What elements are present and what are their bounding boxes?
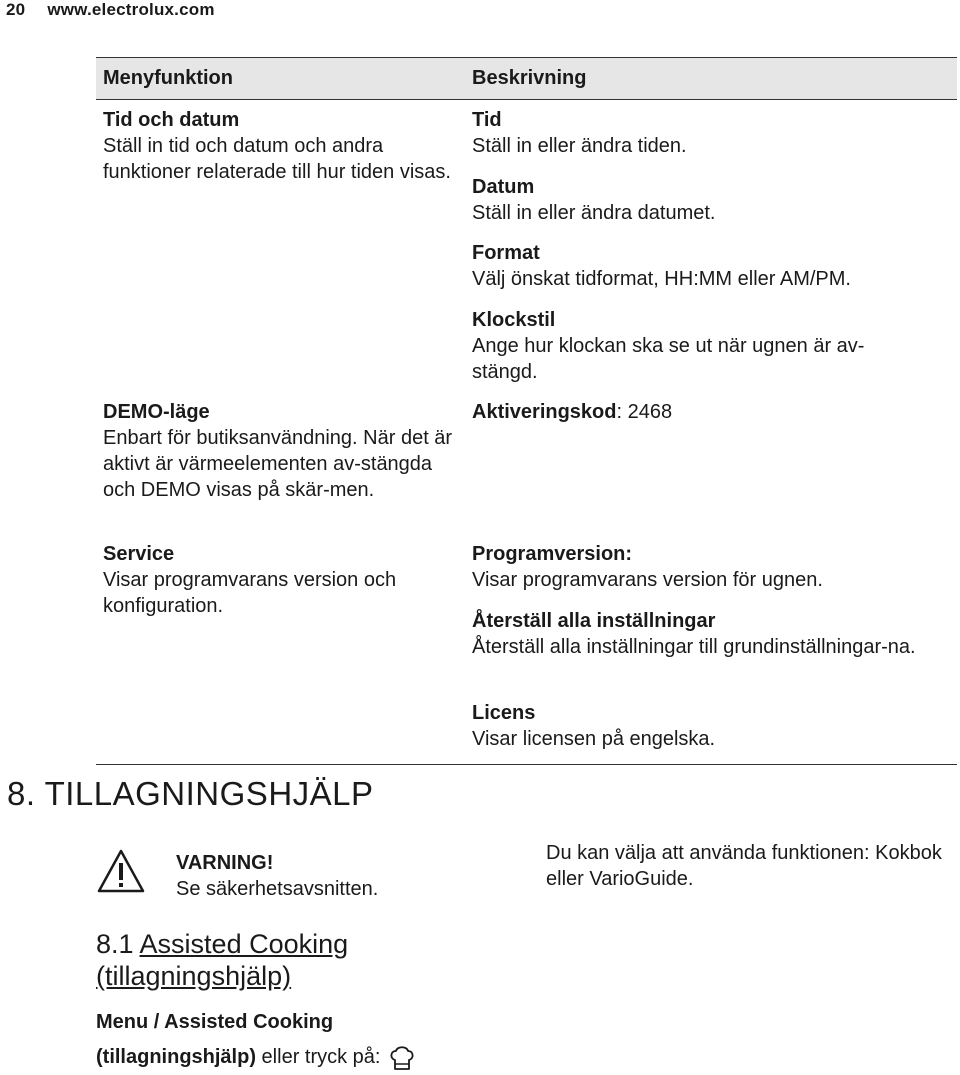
row-title-tid-datum: Tid och datum bbox=[103, 109, 240, 131]
table-bottom-border bbox=[96, 764, 957, 765]
col-header-description: Beskrivning bbox=[472, 67, 587, 89]
item-desc-datum: Ställ in eller ändra datumet. bbox=[472, 202, 716, 224]
row-title-service: Service bbox=[103, 543, 175, 565]
item-desc-aterstall: Återställ alla inställningar till grundinställningar-na. bbox=[472, 636, 916, 658]
item-desc-licens: Visar licensen på engelska. bbox=[472, 728, 716, 750]
item-desc-klockstil: Ange hur klockan ska se ut när ugnen är av-stängd. bbox=[472, 335, 865, 383]
warning-triangle-icon bbox=[96, 848, 146, 894]
item-title-licens: Licens bbox=[472, 702, 536, 724]
subsection-title bbox=[96, 928, 348, 992]
section-title: 8. TILLAGNINGSHJÄLP bbox=[7, 775, 374, 812]
activation-code-label: Aktiveringskod bbox=[472, 401, 617, 423]
menu-path bbox=[96, 1005, 416, 1075]
item-title-klockstil: Klockstil bbox=[472, 309, 556, 331]
chef-hat-icon bbox=[388, 1044, 416, 1072]
row-desc-tid-datum: Ställ in tid och datum och andra funktioner relaterade till hur tiden visas. bbox=[103, 135, 451, 183]
activation-code bbox=[472, 399, 942, 425]
item-desc-tid: Ställ in eller ändra tiden. bbox=[472, 135, 687, 157]
item-title-programversion: Programversion: bbox=[472, 543, 633, 565]
subsection-title-line2: (tillagningshjälp) bbox=[96, 961, 292, 991]
row-title-demo: DEMO-läge bbox=[103, 401, 210, 423]
item-desc-format: Välj önskat tidformat, HH:MM eller AM/PM. bbox=[472, 268, 851, 290]
row-desc-demo: Enbart för butiksanvändning. När det är aktivt är värmeelementen av-stängda och DEMO visas på skär-men. bbox=[103, 427, 453, 501]
menu-function-table bbox=[96, 57, 957, 765]
item-title-format: Format bbox=[472, 242, 540, 264]
warning-block bbox=[176, 850, 378, 902]
table-top-border bbox=[96, 57, 957, 58]
item-title-aterstall: Återställ alla inställningar bbox=[472, 610, 716, 632]
activation-code-value: : 2468 bbox=[616, 401, 673, 423]
header-url: www.electrolux.com bbox=[47, 0, 215, 19]
info-text: Du kan välja att använda funktionen: Kokbok eller VarioGuide. bbox=[546, 842, 942, 890]
item-title-tid: Tid bbox=[472, 109, 502, 131]
menu-path-rest: eller tryck på: bbox=[256, 1046, 381, 1068]
col-header-menu-function: Menyfunktion bbox=[103, 67, 233, 89]
subsection-number: 8.1 bbox=[96, 929, 140, 959]
item-desc-programversion: Visar programvarans version för ugnen. bbox=[472, 569, 823, 591]
warning-text: Se säkerhetsavsnitten. bbox=[176, 878, 379, 900]
row-desc-service: Visar programvarans version och konfiguration. bbox=[103, 569, 397, 617]
menu-path-bold2: (tillagningshjälp) bbox=[96, 1046, 256, 1068]
menu-path-line1: Menu / Assisted Cooking bbox=[96, 1011, 334, 1033]
item-title-datum: Datum bbox=[472, 176, 535, 198]
subsection-title-line1: Assisted Cooking bbox=[139, 929, 349, 959]
page-number: 20 bbox=[6, 0, 26, 19]
warning-title: VARNING! bbox=[176, 852, 274, 874]
page-header bbox=[6, 0, 215, 20]
table-header-border bbox=[96, 99, 957, 100]
